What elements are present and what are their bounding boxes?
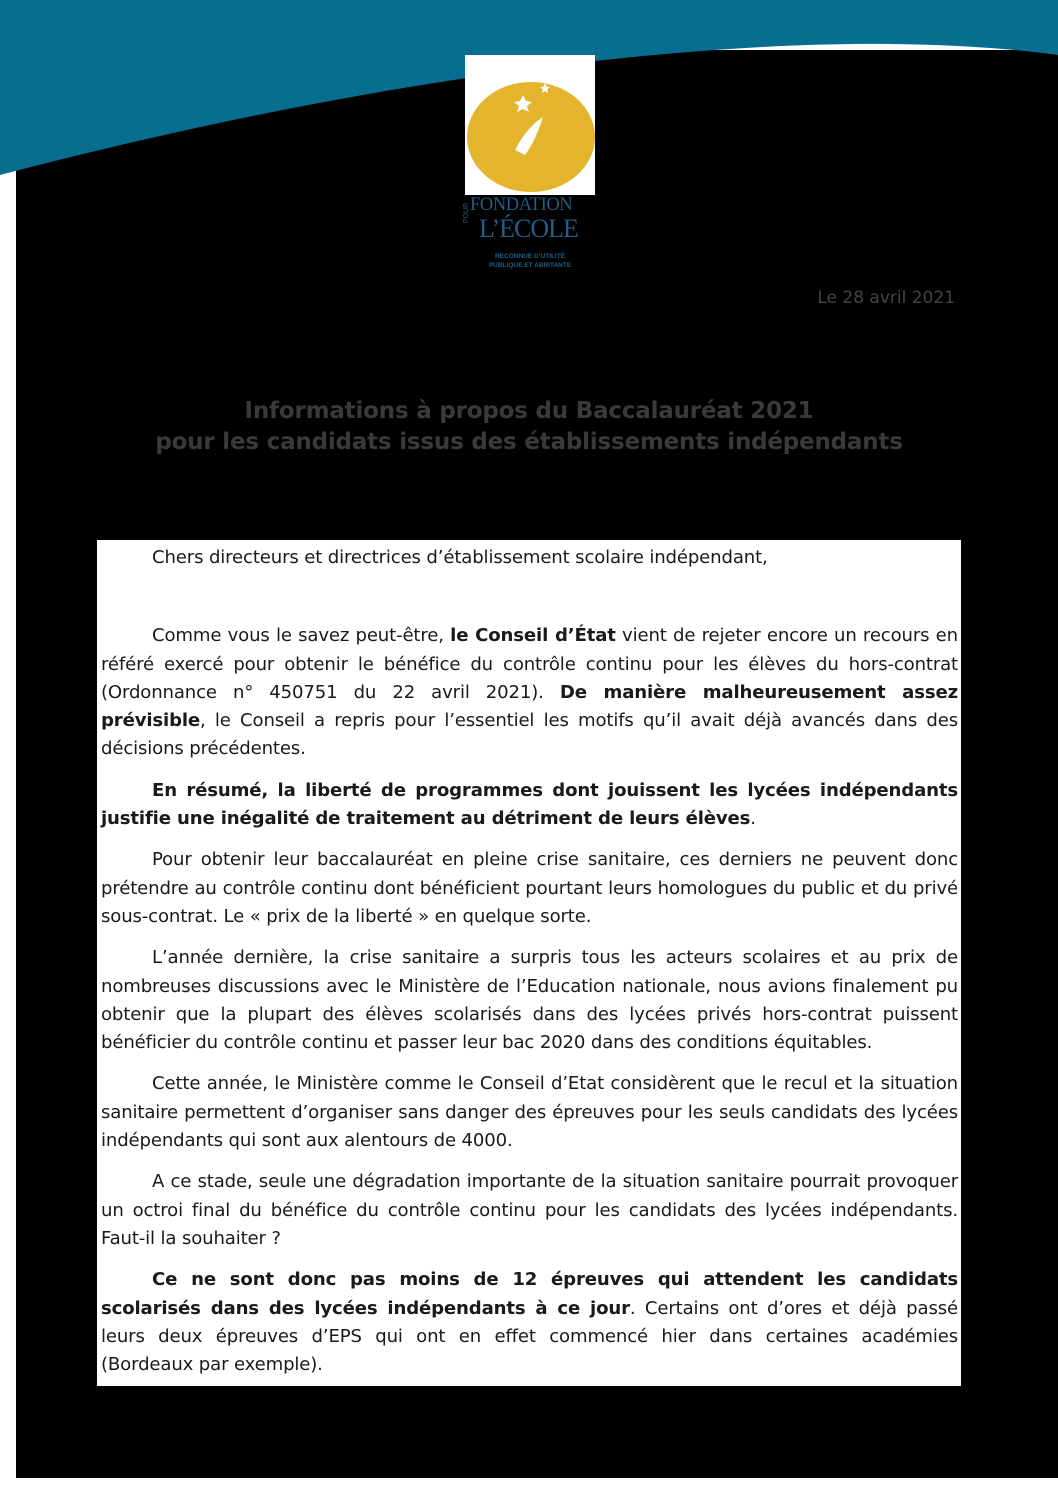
document-date: Le 28 avril 2021 bbox=[817, 288, 955, 308]
p7-text-1: . Certains ont d’ores et déjà passé leurs deux épreuves d’EPS qui ont en effet commencé hier dans certaines académies (Bordeaux par exemple). bbox=[101, 1297, 958, 1376]
p7-bold-1: Ce ne sont donc pas moins de 12 épreuves qui attendent les candidats scolarisés dans des lycées indépendants à ce jour bbox=[101, 1269, 958, 1319]
logo-name-line1: FONDATION bbox=[470, 195, 573, 215]
logo-tagline-line2: PUBLIQUE ET ABRITANTE bbox=[488, 262, 572, 269]
p1-bold-1: le Conseil d’État bbox=[450, 625, 616, 647]
title-line1: Informations à propos du Baccalauréat 2021 bbox=[244, 398, 814, 424]
p1-text-2: vient de rejeter encore un recours en référé exercé pour obtenir le bénéfice du contrôle continu pour les élèves du hors-contrat (Ordonnance n° 450751 du 22 avril 2021). bbox=[101, 625, 958, 703]
logo-emblem-graphic bbox=[465, 55, 595, 195]
paragraph-2 bbox=[101, 777, 958, 834]
fondation-logo bbox=[463, 55, 595, 269]
letter-body bbox=[97, 540, 961, 1386]
logo-tagline bbox=[465, 252, 595, 270]
paragraph-1 bbox=[101, 622, 958, 763]
p2-text-1: . bbox=[750, 808, 756, 830]
paragraph-6: A ce stade, seule une dégradation importante de la situation sanitaire pourrait provoquer un octroi final du bénéfice du contrôle continu pour les candidats des lycées indépendants. Faut-il la souhaiter ? bbox=[101, 1171, 958, 1249]
greeting-paragraph: Chers directeurs et directrices d’établissement scolaire indépendant, bbox=[152, 547, 768, 568]
p1-bold-2: De manière malheureusement assez prévisible bbox=[101, 681, 958, 732]
paragraph-4: L’année dernière, la crise sanitaire a surpris tous les acteurs scolaires et au prix de nombreuses discussions avec le Ministère de l’Education nationale, nous avions finalement pu obtenir que la plupart des élèves scolarisés dans des lycées privés hors-contrat puissent bénéficier du contrôle continu et passer leur bac 2020 dans des conditions équitables. bbox=[101, 947, 958, 1054]
p1-text-1: Comme vous le savez peut-être, bbox=[152, 625, 451, 647]
logo-name-pour: POUR bbox=[463, 202, 470, 223]
p1-text-3: , le Conseil a repris pour l’essentiel les motifs qu’il avait déjà avancés dans des décisions précédentes. bbox=[101, 710, 958, 760]
p2-bold-1: En résumé, la liberté de programmes dont jouissent les lycées indépendants justifie une inégalité de traitement au détriment de leurs élèves bbox=[101, 779, 958, 830]
logo-tagline-line1: RECONNUE D’UTILITÉ bbox=[494, 253, 566, 260]
paragraph-5: Cette année, le Ministère comme le Conseil d’Etat considèrent que le recul et la situation sanitaire permettent d’organiser sans danger des épreuves pour les seuls candidats des lycées indépendants qui sont aux alentours de 4000. bbox=[101, 1073, 958, 1152]
title-line2: pour les candidats issus des établissements indépendants bbox=[155, 429, 903, 455]
logo-emblem bbox=[465, 55, 595, 195]
paragraph-3: Pour obtenir leur baccalauréat en pleine crise sanitaire, ces derniers ne peuvent donc prétendre au contrôle continu dont bénéficient pourtant leurs homologues du public et du privé sous-contrat. Le « prix de la liberté » en quelque sorte. bbox=[101, 849, 958, 927]
logo-name-line2: L’ÉCOLE bbox=[479, 214, 578, 243]
document-title bbox=[0, 396, 1058, 458]
paragraph-7 bbox=[101, 1266, 958, 1379]
